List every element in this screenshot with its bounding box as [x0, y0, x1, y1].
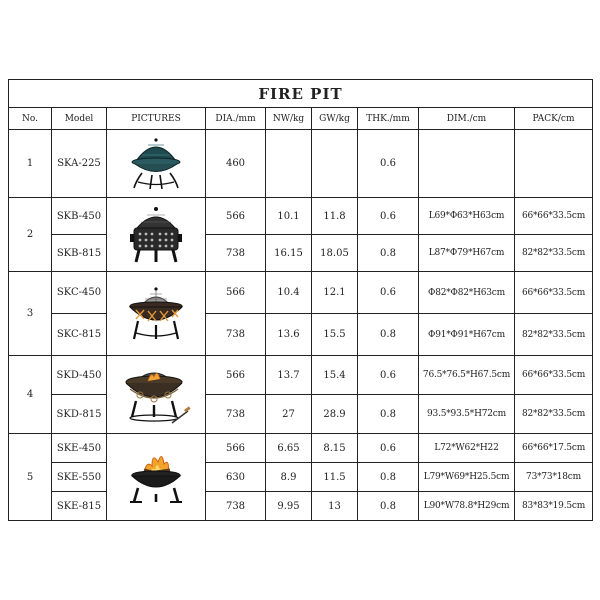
picture-cell [107, 130, 206, 198]
dia-cell: 566 [206, 198, 266, 235]
thk-cell: 0.8 [358, 463, 419, 492]
table-row [9, 395, 593, 434]
header-no: No. [9, 108, 52, 130]
model-cell: SKC-815 [52, 314, 107, 356]
fire-pit-open-bowl-flames-icon [124, 446, 188, 508]
group-number: 4 [9, 356, 52, 434]
pack-cell: 66*66*33.5cm [515, 272, 593, 314]
model-cell: SKE-550 [52, 463, 107, 492]
pack-cell: 82*82*33.5cm [515, 235, 593, 272]
dim-cell: L72*W62*H22 [419, 434, 515, 463]
table-row [9, 235, 593, 272]
fire-pit-cauldron-with-poker-icon [120, 363, 192, 427]
dim-cell [419, 130, 515, 198]
thk-cell: 0.8 [358, 314, 419, 356]
thk-cell: 0.6 [358, 198, 419, 235]
dia-cell: 460 [206, 130, 266, 198]
thk-cell: 0.8 [358, 492, 419, 521]
gw-cell: 15.5 [312, 314, 358, 356]
dim-cell: Φ91*Φ91*H67cm [419, 314, 515, 356]
gw-cell: 18.05 [312, 235, 358, 272]
model-cell: SKC-450 [52, 272, 107, 314]
nw-cell: 13.6 [266, 314, 312, 356]
nw-cell: 8.9 [266, 463, 312, 492]
dia-cell: 630 [206, 463, 266, 492]
gw-cell: 8.15 [312, 434, 358, 463]
group-number: 1 [9, 130, 52, 198]
dim-cell: L87*Φ79*H67cm [419, 235, 515, 272]
gw-cell: 11.8 [312, 198, 358, 235]
model-cell: SKB-815 [52, 235, 107, 272]
dia-cell: 566 [206, 434, 266, 463]
group-number: 5 [9, 434, 52, 521]
dim-cell: L79*W69*H25.5cm [419, 463, 515, 492]
dia-cell: 566 [206, 272, 266, 314]
gw-cell: 12.1 [312, 272, 358, 314]
fire-pit-round-perforated-icon [125, 204, 187, 266]
gw-cell [312, 130, 358, 198]
pack-cell: 66*66*33.5cm [515, 198, 593, 235]
gw-cell: 28.9 [312, 395, 358, 434]
nw-cell: 16.15 [266, 235, 312, 272]
table-row [9, 130, 593, 198]
header-nw: NW/kg [266, 108, 312, 130]
model-cell: SKD-815 [52, 395, 107, 434]
model-cell: SKE-815 [52, 492, 107, 521]
group-number: 2 [9, 198, 52, 272]
model-cell: SKA-225 [52, 130, 107, 198]
pack-cell: 82*82*33.5cm [515, 314, 593, 356]
dia-cell: 738 [206, 395, 266, 434]
nw-cell: 27 [266, 395, 312, 434]
header-model: Model [52, 108, 107, 130]
thk-cell: 0.8 [358, 395, 419, 434]
fire-pit-table [8, 79, 593, 521]
dia-cell: 738 [206, 235, 266, 272]
dim-cell: 93.5*93.5*H72cm [419, 395, 515, 434]
gw-cell: 13 [312, 492, 358, 521]
table-row [9, 198, 593, 235]
header-thk: THK./mm [358, 108, 419, 130]
nw-cell: 10.1 [266, 198, 312, 235]
dia-cell: 738 [206, 314, 266, 356]
dim-cell: 76.5*76.5*H67.5cm [419, 356, 515, 395]
nw-cell: 6.65 [266, 434, 312, 463]
header-dim: DIM./cm [419, 108, 515, 130]
thk-cell: 0.6 [358, 434, 419, 463]
nw-cell [266, 130, 312, 198]
pack-cell: 82*82*33.5cm [515, 395, 593, 434]
nw-cell: 9.95 [266, 492, 312, 521]
fire-pit-lattice-bowl-icon [124, 283, 188, 345]
table-row [9, 314, 593, 356]
pack-cell: 83*83*19.5cm [515, 492, 593, 521]
table-row [9, 272, 593, 314]
thk-cell: 0.8 [358, 235, 419, 272]
gw-cell: 11.5 [312, 463, 358, 492]
model-cell: SKE-450 [52, 434, 107, 463]
picture-cell [107, 198, 206, 272]
table-row [9, 492, 593, 521]
nw-cell: 10.4 [266, 272, 312, 314]
model-cell: SKB-450 [52, 198, 107, 235]
nw-cell: 13.7 [266, 356, 312, 395]
table-row [9, 434, 593, 463]
dim-cell: L90*W78.8*H29cm [419, 492, 515, 521]
thk-cell: 0.6 [358, 130, 419, 198]
gw-cell: 15.4 [312, 356, 358, 395]
table-row [9, 463, 593, 492]
header-pictures: PICTURES [107, 108, 206, 130]
picture-cell [107, 272, 206, 356]
picture-cell [107, 356, 206, 434]
model-cell: SKD-450 [52, 356, 107, 395]
pack-cell: 66*66*33.5cm [515, 356, 593, 395]
header-dia: DIA./mm [206, 108, 266, 130]
table-row [9, 356, 593, 395]
spec-sheet [8, 79, 592, 521]
dim-cell: Φ82*Φ82*H63cm [419, 272, 515, 314]
header-pack: PACK/cm [515, 108, 593, 130]
dia-cell: 566 [206, 356, 266, 395]
dim-cell: L69*Φ63*H63cm [419, 198, 515, 235]
fire-pit-bowl-mesh-dome-icon [124, 135, 188, 193]
pack-cell [515, 130, 593, 198]
pack-cell: 73*73*18cm [515, 463, 593, 492]
header-gw: GW/kg [312, 108, 358, 130]
group-number: 3 [9, 272, 52, 356]
thk-cell: 0.6 [358, 356, 419, 395]
pack-cell: 66*66*17.5cm [515, 434, 593, 463]
thk-cell: 0.6 [358, 272, 419, 314]
table-title: FIRE PIT [9, 80, 593, 108]
dia-cell: 738 [206, 492, 266, 521]
picture-cell [107, 434, 206, 521]
